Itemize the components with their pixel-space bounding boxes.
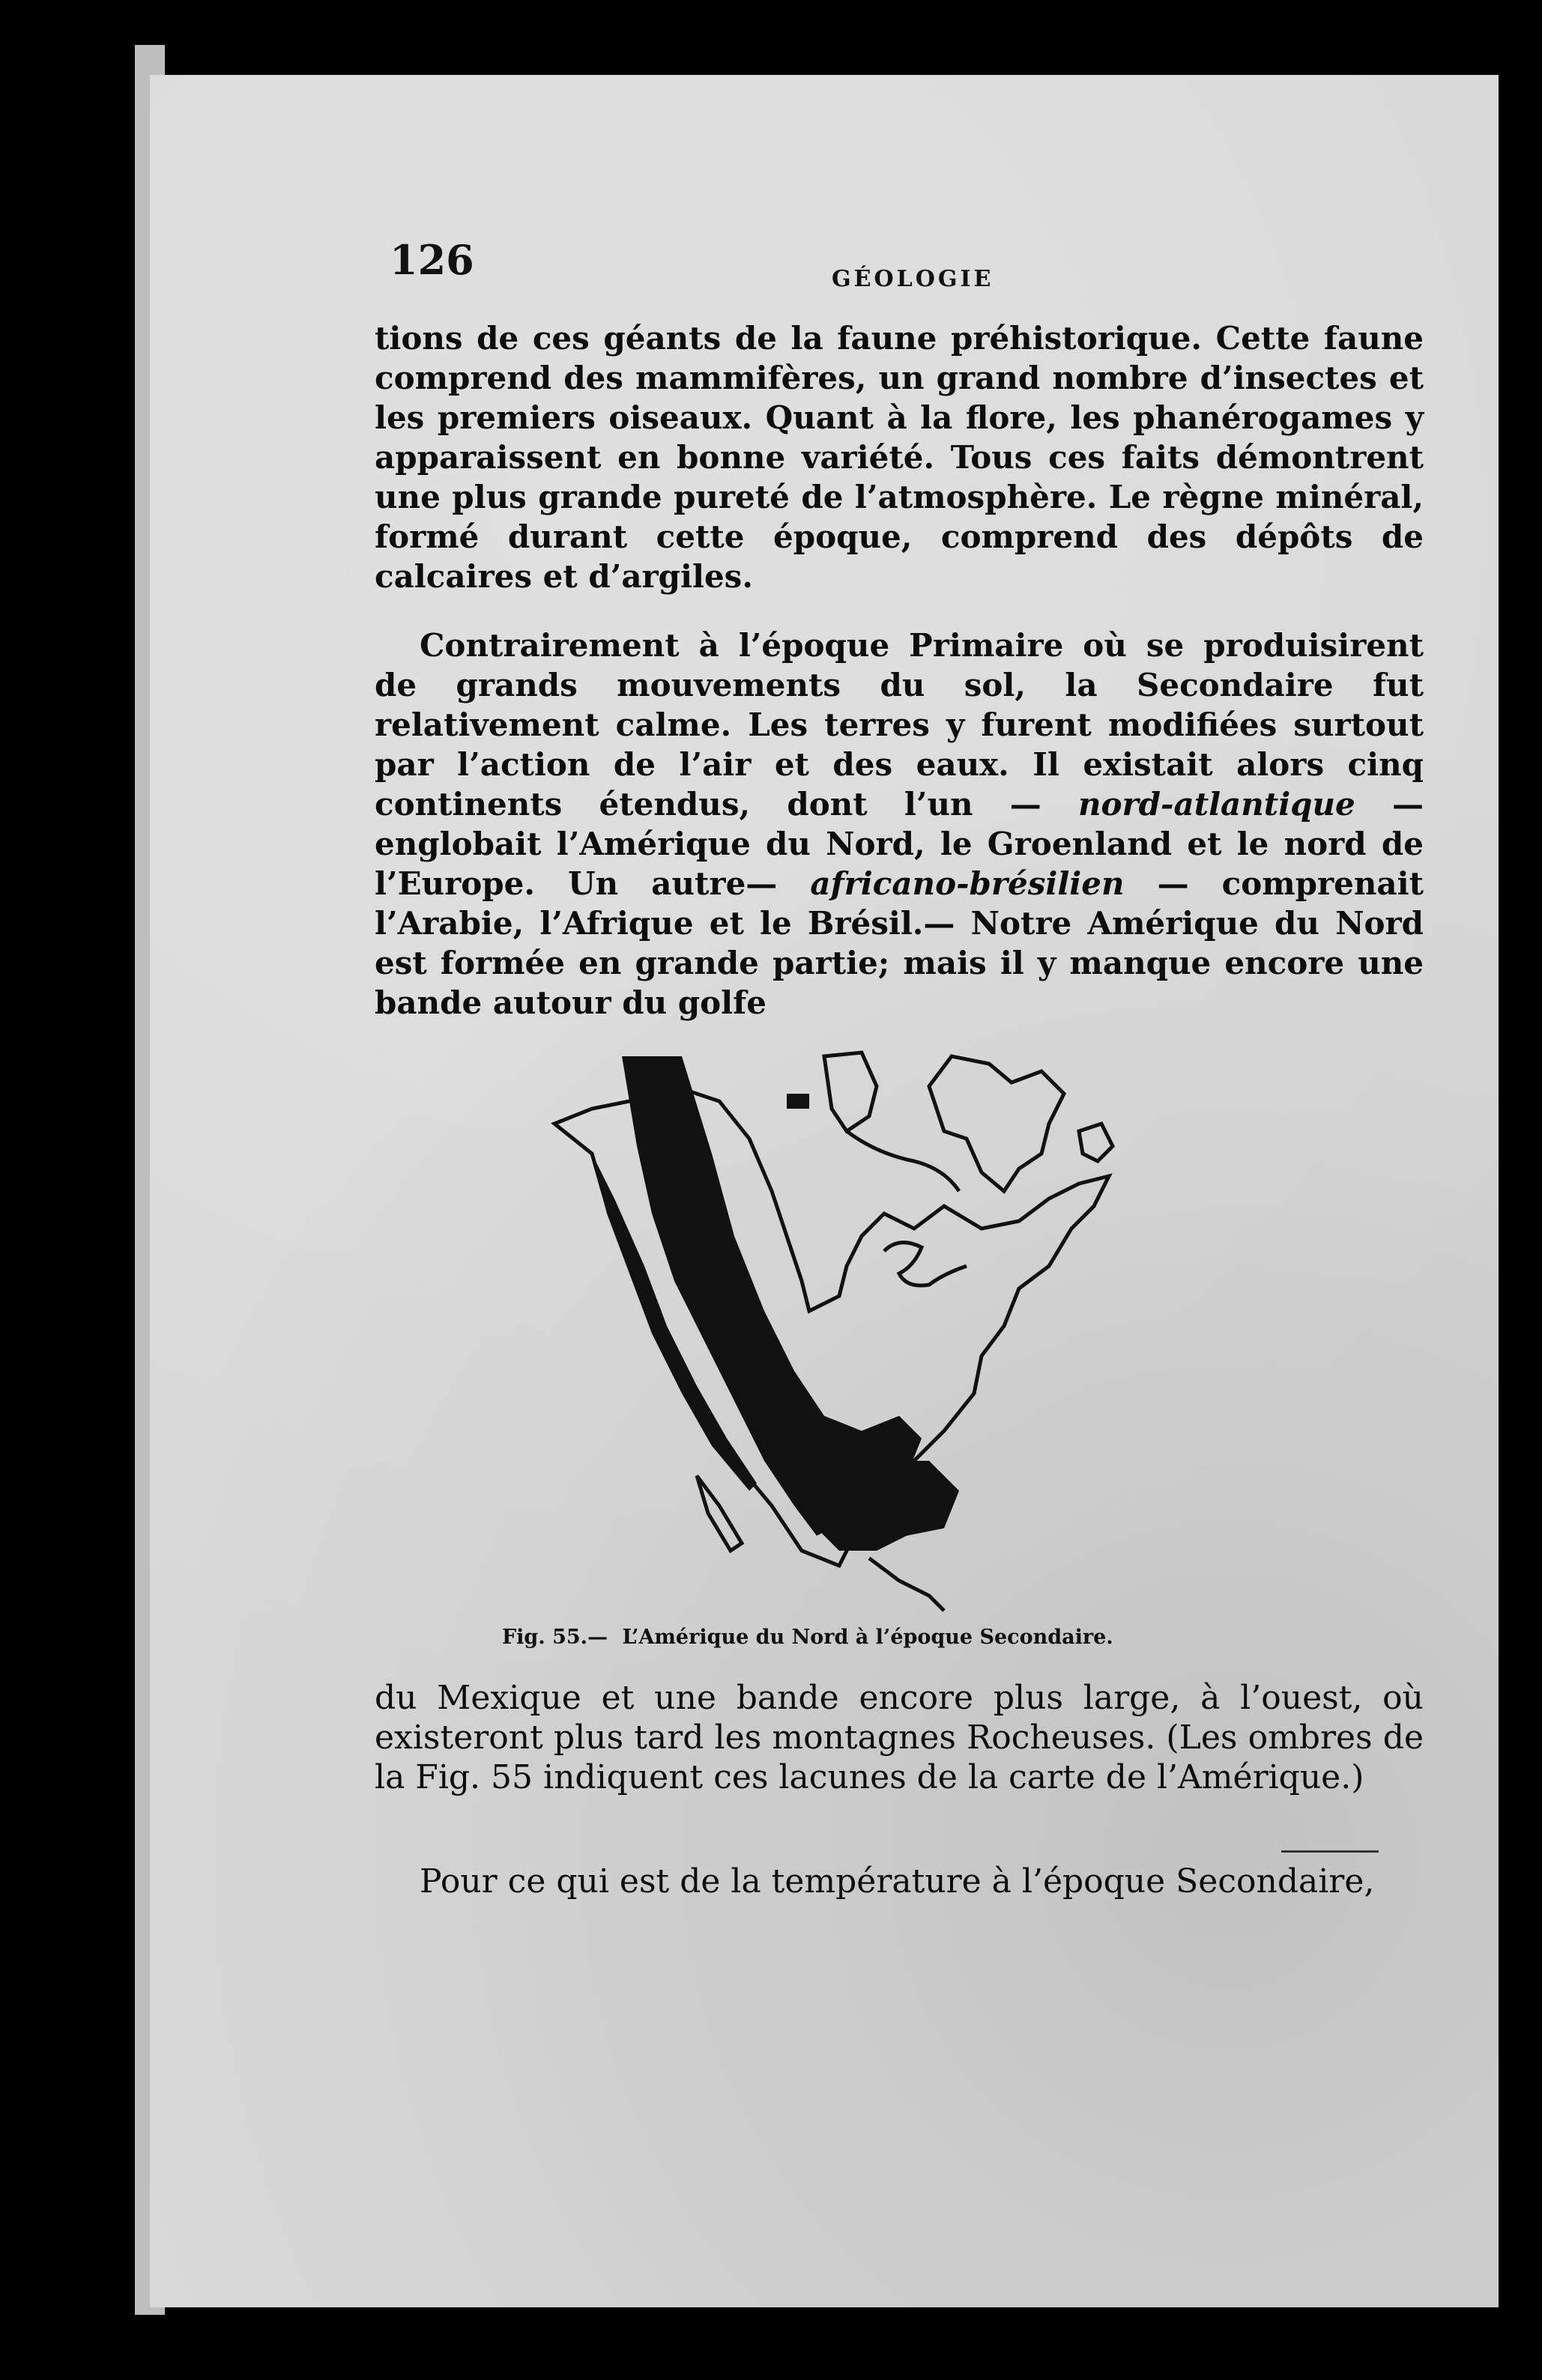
greenland-outline <box>929 1056 1064 1191</box>
page-number: 126 <box>390 236 474 284</box>
paragraph-2-text <box>375 626 1424 1023</box>
paragraph-3-text: du Mexique et une bande encore plus large, à l’ouest, où existeront plus tard les montagnes Rocheuses. (Les ombres de la Fig. 55 indiquent ces lacunes de la carte de l’Amérique.) <box>375 1679 1424 1796</box>
term-africano-bresilien: africano-brésilien <box>810 865 1125 902</box>
paragraph-continents <box>375 626 1424 1023</box>
paragraph-temperature <box>375 1862 1424 1901</box>
running-head <box>390 236 1439 296</box>
figure-caption <box>502 1626 1326 1649</box>
central-america-outline <box>869 1558 944 1611</box>
paragraph-after-figure <box>375 1678 1424 1797</box>
north-america-map <box>524 1041 1199 1626</box>
newfoundland-outline <box>1079 1124 1113 1161</box>
paragraph-2-part-1: Contrairement à l’époque Primaire où se produisirent de grands mouvements du sol, la Secondaire fut relativement calme. Les terres y furent modifiées surtout par l’action de l’air et des eaux. Il existait alors cinq continents étendus, dont l’un — <box>375 627 1424 823</box>
hudson-bay <box>847 1131 959 1191</box>
small-island <box>787 1094 809 1109</box>
paragraph-2-part-2: — englobait l’Amérique du Nord, le Groenland et le nord de l’Europe. Un autre— <box>375 786 1424 902</box>
gulf-shading <box>794 1446 959 1551</box>
baja-california-outline <box>697 1476 742 1551</box>
paragraph-4-text: Pour ce qui est de la température à l’époque Secondaire, <box>420 1862 1375 1901</box>
arctic-island-outline <box>824 1053 877 1131</box>
paragraph-continuation <box>375 318 1424 596</box>
paragraph-1-text: tions de ces géants de la faune préhistorique. Cette faune comprend des mammifères, un grand nombre d’insectes et les premiers oiseaux. Quant à la flore, les phanérogames y apparaissent en bonne variété. Tous ces faits démontrent une plus grande pureté de l’atmosphère. Le règne minéral, formé durant cette époque, comprend des dépôts de calcaires et d’argiles. <box>375 320 1424 595</box>
paragraph-2-part-3: — comprenait l’Arabie, l’Afrique et le Brésil.— Notre Amérique du Nord est formée en grande partie; mais il y manque encore une bande autour du golfe <box>375 865 1424 1021</box>
caption-text: L’Amérique du Nord à l’époque Secondaire. <box>622 1626 1113 1649</box>
term-nord-atlantique: nord-atlantique <box>1078 786 1355 823</box>
north-america-map-figure <box>524 1041 1199 1626</box>
caption-label: Fig. 55.— <box>502 1626 608 1649</box>
great-lakes <box>884 1243 967 1286</box>
running-title: GÉOLOGIE <box>832 266 994 292</box>
divider <box>1281 1850 1379 1853</box>
